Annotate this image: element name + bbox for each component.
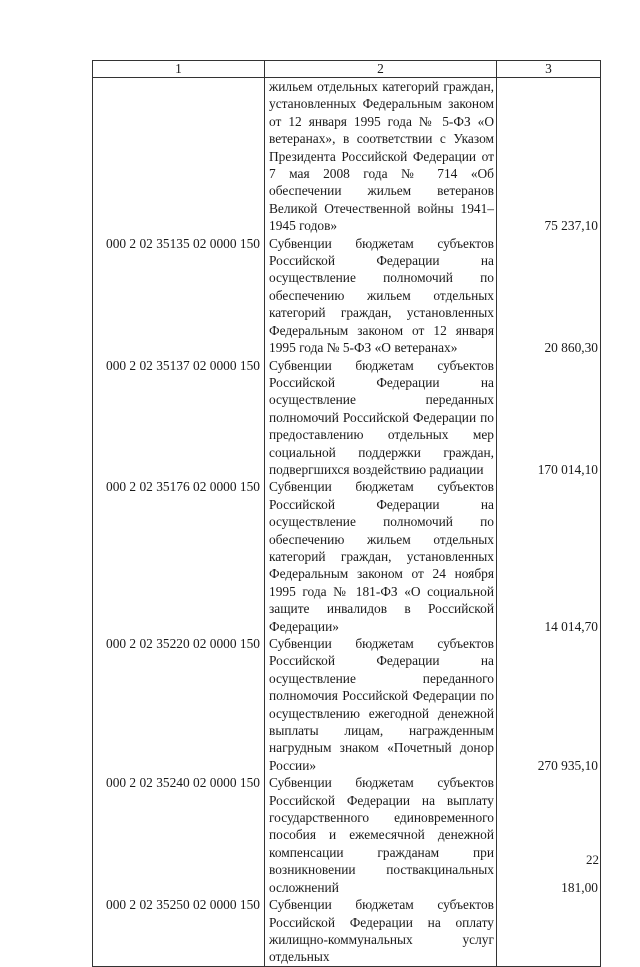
budget-code-cell [93,78,265,235]
amount-cell: 170 014,10 [497,357,601,479]
description-cell: Субвенции бюджетам субъектов Российской Федерации на осуществление полномочий по обеспечению жильем отдельных категорий граждан, установленных Федеральным законом от 24 ноября 1995 года № 181-ФЗ «О социальной защите инвалидов в Российской Федерации» [265,478,497,635]
amount-cell: 270 935,10 [497,635,601,774]
table-row [93,478,601,635]
budget-code-cell: 000 2 02 35176 02 0000 150 [93,478,265,635]
column-header-1: 1 [93,61,265,78]
description-cell: Субвенции бюджетам субъектов Российской Федерации на выплату государственного единовременного пособия и ежемесячной денежной компенсации гражданам при возникновении поствакцинальных осложнений [265,774,497,896]
amount-cell: 75 237,10 [497,78,601,235]
budget-code-cell: 000 2 02 35135 02 0000 150 [93,235,265,357]
amount-cell [497,896,601,966]
description-cell: Субвенции бюджетам субъектов Российской Федерации на осуществление переданного полномочия Российской Федерации по осуществлению ежегодной денежной выплаты лицам, награжденным нагрудным знаком «Почетный донор России» [265,635,497,774]
table-row [93,635,601,774]
amount-cell: 14 014,70 [497,478,601,635]
column-header-3: 3 [497,61,601,78]
budget-code-cell: 000 2 02 35220 02 0000 150 [93,635,265,774]
table-row [93,78,601,235]
table-row [93,774,601,896]
page-number: 22 [586,852,599,867]
description-cell: Субвенции бюджетам субъектов Российской Федерации на осуществление переданных полномочий Российской Федерации по предоставлению отдельных мер социальной поддержки граждан, подвергшихся воздействию радиации [265,357,497,479]
amount-cell: 181,00 [497,774,601,896]
description-cell: жильем отдельных категорий граждан, установленных Федеральным законом от 12 января 1995 года № 5-ФЗ «О ветеранах», в соответствии с Указом Президента Российской Федерации от 7 мая 2008 года № 714 «Об обеспечении жильем ветеранов Великой Отечественной войны 1941–1945 годов» [265,78,497,235]
budget-table [92,60,601,967]
description-cell: Субвенции бюджетам субъектов Российской Федерации на осуществление полномочий по обеспечению жильем отдельных категорий граждан, установленных Федеральным законом от 12 января 1995 года № 5-ФЗ «О ветеранах» [265,235,497,357]
table-row [93,235,601,357]
table-row [93,357,601,479]
budget-code-cell: 000 2 02 35250 02 0000 150 [93,896,265,966]
amount-cell: 20 860,30 [497,235,601,357]
table-row [93,896,601,966]
table-header-row [93,61,601,78]
budget-code-cell: 000 2 02 35137 02 0000 150 [93,357,265,479]
budget-code-cell: 000 2 02 35240 02 0000 150 [93,774,265,896]
description-cell: Субвенции бюджетам субъектов Российской Федерации на оплату жилищно-коммунальных услуг отдельных [265,896,497,966]
column-header-2: 2 [265,61,497,78]
